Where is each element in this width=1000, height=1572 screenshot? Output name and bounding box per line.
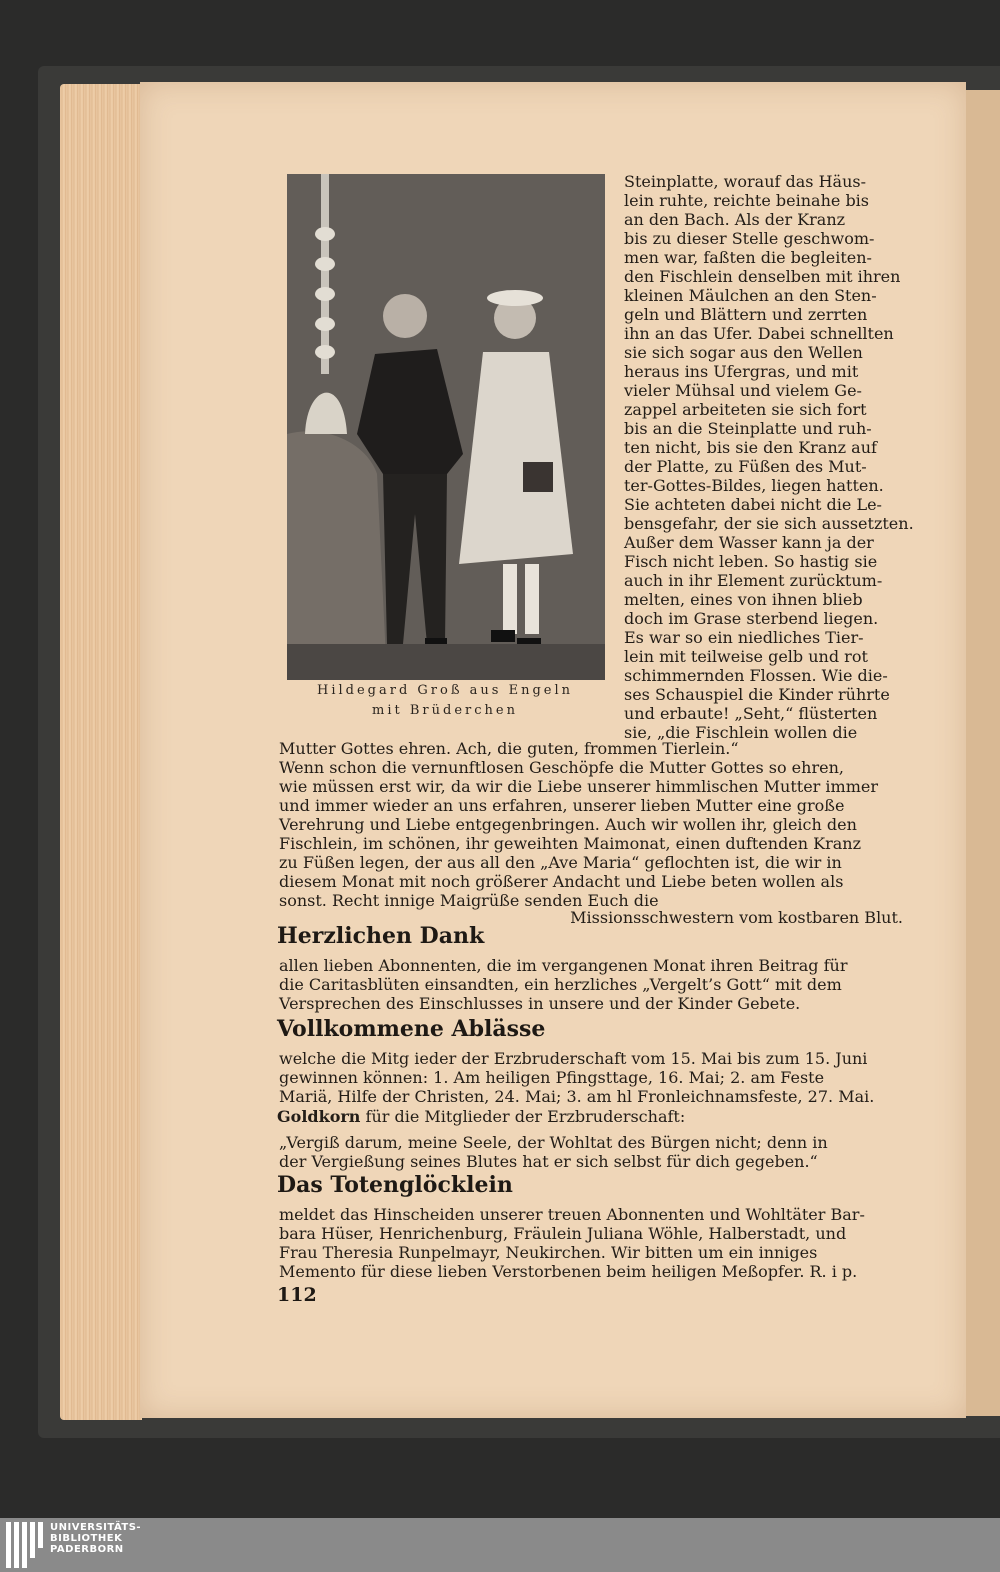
text-line: melten, eines von ihnen blieb	[624, 590, 863, 609]
text-line: diesem Monat mit noch größerer Andacht und Liebe beten wollen als	[279, 872, 844, 891]
text-line: und immer wieder an uns erfahren, unserer lieben Mutter eine große	[279, 796, 845, 815]
heading-herzlichen-dank: Herzlichen Dank	[277, 923, 485, 949]
text-line: zappel arbeiteten sie sich fort	[624, 400, 867, 419]
text-line: Verehrung und Liebe entgegenbringen. Auch wir wollen ihr, gleich den	[279, 815, 857, 834]
text-line: Mariä, Hilfe der Christen, 24. Mai; 3. am hl Fronleichnamsfeste, 27. Mai.	[279, 1087, 875, 1106]
photo-caption-line1: Hildegard Groß aus Engeln	[317, 683, 573, 698]
text-line: men war, faßten die begleiten-	[624, 248, 872, 267]
library-footer	[0, 1518, 1000, 1572]
text-line: bis an die Steinplatte und ruh-	[624, 419, 872, 438]
page-number: 112	[277, 1284, 317, 1306]
text-line: wie müssen erst wir, da wir die Liebe unserer himmlischen Mutter immer	[279, 777, 878, 796]
photo-caption-line2: mit Brüderchen	[372, 703, 518, 718]
text-line: „Vergiß darum, meine Seele, der Wohltat des Bürgen nicht; denn in	[279, 1133, 828, 1152]
text-line: sie sich sogar aus den Wellen	[624, 343, 863, 362]
text-line: welche die Mitg ieder der Erzbruderschaft vom 15. Mai bis zum 15. Juni	[279, 1049, 868, 1068]
text-line: doch im Grase sterbend liegen.	[624, 609, 879, 628]
text-line: Versprechen des Einschlusses in unsere und der Kinder Gebete.	[279, 994, 801, 1013]
text-line: Es war so ein niedliches Tier-	[624, 628, 864, 647]
library-name-line2: BIBLIOTHEK	[50, 1533, 123, 1544]
text-line: bensgefahr, der sie sich aussetzten.	[624, 514, 914, 533]
goldkorn-line	[277, 1107, 901, 1126]
photograph-illustration	[287, 174, 605, 680]
text-line: ter-Gottes-Bildes, liegen hatten.	[624, 476, 884, 495]
text-line: ses Schauspiel die Kinder rührte	[624, 685, 890, 704]
text-line: den Fischlein denselben mit ihren	[624, 267, 901, 286]
text-line: lein mit teilweise gelb und rot	[624, 647, 868, 666]
text-line: heraus ins Ufergras, und mit	[624, 362, 859, 381]
text-line: allen lieben Abonnenten, die im vergangenen Monat ihren Beitrag für	[279, 956, 848, 975]
text-line: lein ruhte, reichte beinahe bis	[624, 191, 870, 210]
text-line: die Caritasblüten einsandten, ein herzliches „Vergelt’s Gott“ mit dem	[279, 975, 842, 994]
photograph-children	[287, 174, 605, 680]
next-page-edge	[966, 90, 1000, 1416]
heading-vollkommene-ablaesse: Vollkommene Ablässe	[277, 1016, 546, 1042]
text-line: bara Hüser, Henrichenburg, Fräulein Juliana Wöhle, Halberstadt, und	[279, 1224, 847, 1243]
section-ablaesse-text	[279, 1049, 903, 1106]
text-line: ten nicht, bis sie den Kranz auf	[624, 438, 877, 457]
text-line: Sie achteten dabei nicht die Le-	[624, 495, 882, 514]
goldkorn-quote	[279, 1133, 903, 1171]
text-line: kleinen Mäulchen an den Sten-	[624, 286, 877, 305]
signature: Missionsschwestern vom kostbaren Blut.	[570, 908, 903, 927]
goldkorn-label: Goldkorn	[277, 1107, 361, 1126]
library-name-line1: UNIVERSITÄTS-	[50, 1522, 142, 1533]
heading-totengloecklein: Das Totenglöcklein	[277, 1172, 513, 1198]
library-logo-icon	[6, 1522, 46, 1568]
text-line: ihn an das Ufer. Dabei schnellten	[624, 324, 894, 343]
section-totengloecklein-text	[279, 1205, 903, 1281]
paragraph1-end: Mutter Gottes ehren. Ach, die guten, frommen Tierlein.“	[279, 739, 739, 758]
page-edges	[60, 84, 142, 1420]
right-column-text	[624, 172, 914, 742]
text-line: Steinplatte, worauf das Häus-	[624, 172, 866, 191]
section-dank-text	[279, 956, 903, 1013]
text-line: Außer dem Wasser kann ja der	[624, 533, 874, 552]
library-name	[50, 1522, 141, 1555]
text-line: sie, „die Fischlein wollen die	[624, 723, 858, 742]
text-line: der Platte, zu Füßen des Mut-	[624, 457, 867, 476]
text-line: an den Bach. Als der Kranz	[624, 210, 846, 229]
paragraph2	[279, 758, 903, 910]
text-line: geln und Blättern und zerrten	[624, 305, 868, 324]
text-line: Wenn schon die vernunftlosen Geschöpfe die Mutter Gottes so ehren,	[279, 758, 844, 777]
text-line: Memento für diese lieben Verstorbenen beim heiligen Meßopfer. R. i p.	[279, 1262, 858, 1281]
text-line: auch in ihr Element zurücktum-	[624, 571, 883, 590]
text-line: schimmernden Flossen. Wie die-	[624, 666, 888, 685]
text-line: vieler Mühsal und vielem Ge-	[624, 381, 862, 400]
text-line: zu Füßen legen, der aus all den „Ave Maria“ geflochten ist, die wir in	[279, 853, 842, 872]
text-line: Fischlein, im schönen, ihr geweihten Maimonat, einen duftenden Kranz	[279, 834, 862, 853]
text-line: Frau Theresia Runpelmayr, Neukirchen. Wir bitten um ein inniges	[279, 1243, 818, 1262]
goldkorn-text: für die Mitglieder der Erzbruderschaft:	[365, 1107, 686, 1126]
text-line: Fisch nicht leben. So hastig sie	[624, 552, 878, 571]
text-line: meldet das Hinscheiden unserer treuen Abonnenten und Wohltäter Bar-	[279, 1205, 865, 1224]
text-line: sonst. Recht innige Maigrüße senden Euch die	[279, 891, 659, 910]
text-line: der Vergießung seines Blutes hat er sich selbst für dich gegeben.“	[279, 1152, 818, 1171]
text-line: und erbaute! „Seht,“ flüsterten	[624, 704, 878, 723]
text-line: gewinnen können: 1. Am heiligen Pfingsttage, 16. Mai; 2. am Feste	[279, 1068, 825, 1087]
library-name-line3: PADERBORN	[50, 1544, 124, 1555]
text-line: bis zu dieser Stelle geschwom-	[624, 229, 875, 248]
